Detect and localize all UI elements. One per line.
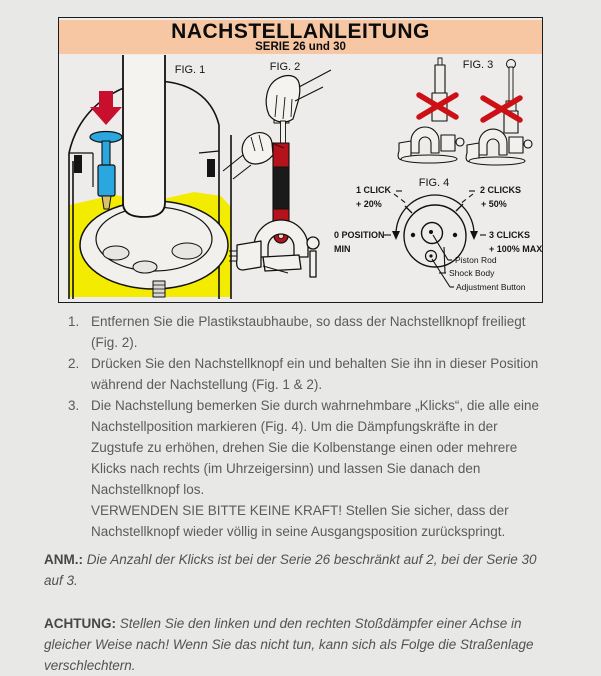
figures-illustration xyxy=(59,55,544,301)
list-item-number: 2. xyxy=(68,356,80,371)
anm-note xyxy=(44,549,549,591)
fig1-press-arrow-icon xyxy=(90,91,122,125)
list-item-text: Drücken Sie den Nachstellknopf ein und behalten Sie ihn in dieser Position während der Nachstellung (Fig. 1 & 2). xyxy=(91,356,539,392)
fig4-click3-label: 3 CLICKS xyxy=(489,230,531,240)
achtung-text: Stellen Sie den linken und den rechten Stoßdämpfer einer Achse in gleicher Weise nach! Wenn Sie das nicht tun, kann sich als Folge die Straßenlage verschlechtern. xyxy=(44,616,534,673)
list-item-text xyxy=(91,395,544,542)
list-item-number: 1. xyxy=(68,314,80,329)
title-band xyxy=(59,20,542,54)
fig4-click1-pct: + 20% xyxy=(356,199,382,209)
list-item-text: Entfernen Sie die Plastikstaubhaube, so dass der Nachstellknopf freiliegt (Fig. 2). xyxy=(91,314,526,350)
list-item-number: 3. xyxy=(68,398,80,413)
achtung-label: ACHTUNG: xyxy=(44,616,116,631)
achtung-note xyxy=(44,613,549,676)
page-subtitle: SERIE 26 und 30 xyxy=(255,41,346,53)
fig4-shock-body-label: Shock Body xyxy=(449,268,495,278)
fig4-arrow-left-icon xyxy=(392,231,400,240)
fig3-wrong-clamping-drawing xyxy=(398,58,532,165)
list-item xyxy=(68,353,544,395)
fig4-click1-label: 1 CLICK xyxy=(356,185,392,195)
instructions-section xyxy=(0,311,601,676)
fig4-adjustment-button-label: Adjustment Button xyxy=(456,282,526,292)
page-title: NACHSTELLANLEITUNG xyxy=(171,20,430,43)
fig4-pos0-label: 0 POSITION xyxy=(334,230,385,240)
list-item xyxy=(68,395,544,542)
fig2-lower-hand xyxy=(242,133,273,164)
fig4-click2-label: 2 CLICKS xyxy=(480,185,522,195)
instruction-diagram-panel xyxy=(58,17,543,303)
fig1-piston-rod xyxy=(123,55,165,217)
fig4-piston-rod-label: Piston Rod xyxy=(455,255,497,265)
fig4-label: FIG. 4 xyxy=(418,177,450,189)
list-item-text-part1: Die Nachstellung bemerken Sie durch wahrnehmbare „Klicks“, die alle eine Nachstellposition markieren (Fig. 4). Um die Dämpfungskräfte in der Zugstufe zu erhöhen, drehen Sie die Kolbenstange einen oder mehrere Klicks nach rechts (im Uhrzeigersinn) und lassen Sie danach den Nachstellknopf los. xyxy=(91,398,539,497)
fig4-click3-pct: + 100% MAX xyxy=(489,244,543,254)
fig4-dial-diagram xyxy=(334,185,542,292)
fig2-vise xyxy=(237,220,319,277)
anm-label: ANM.: xyxy=(44,552,83,567)
fig2-vise-drawing xyxy=(223,70,331,277)
fig4-arrow-right-icon xyxy=(470,231,478,240)
fig2-label: FIG. 2 xyxy=(269,61,301,73)
fig3-label: FIG. 3 xyxy=(462,59,494,71)
anm-text: Die Anzahl der Klicks ist bei der Serie 26 beschränkt auf 2, bei der Serie 30 auf 3. xyxy=(44,552,537,588)
fig1-cutaway-drawing xyxy=(69,55,231,299)
list-item-text-part2: VERWENDEN SIE BITTE KEINE KRAFT! Stellen Sie sicher, dass der Nachstellknopf wieder völlig in seine Ausgangsposition zurückspringt. xyxy=(91,503,509,539)
list-item xyxy=(68,311,544,353)
fig4-pos0-sub: MIN xyxy=(334,244,351,254)
fig1-label: FIG. 1 xyxy=(174,64,206,76)
fig4-click2-pct: + 50% xyxy=(481,199,507,209)
